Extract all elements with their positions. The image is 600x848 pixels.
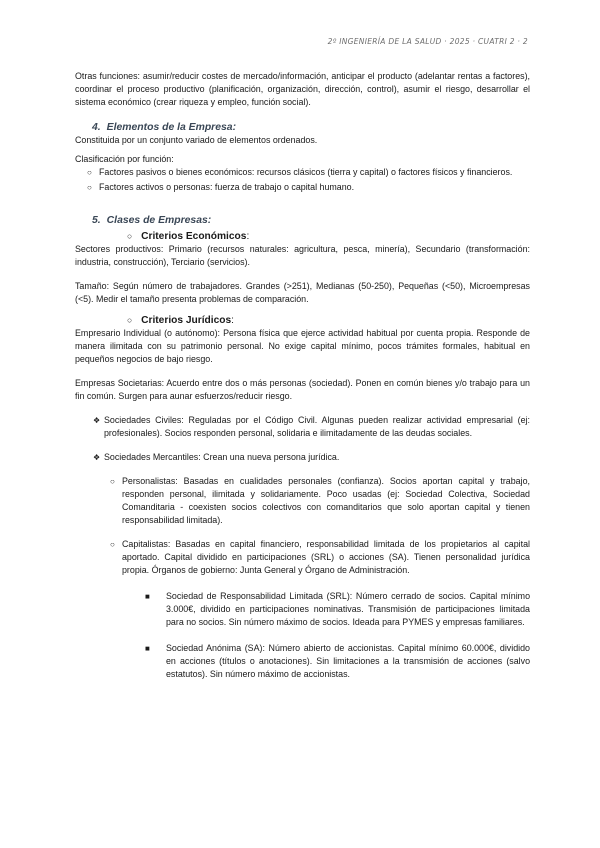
section-5-number: 5. (92, 215, 101, 226)
list-item: ○ Factores activos o personas: fuerza de trabajo o capital humano. (87, 182, 355, 192)
capitalist-item: ○ Capitalistas: Basadas en capital financiero, responsabilidad limitada de los propietarios al capital aportado. Capital dividido en participaciones (SRL) o acciones (SA). Tienen personalidad jurídica propia. Órganos de gobierno: Junta General y Órgano de Administración. (110, 539, 530, 575)
document-body (75, 70, 530, 681)
diamond-bullet-icon: ❖ (93, 416, 101, 425)
page-header: 2º INGENIERÍA DE LA SALUD · 2025 · CUATRI 2 · 2 (327, 37, 528, 46)
section-4-number: 4. (92, 122, 101, 133)
circle-bullet-icon: ○ (87, 183, 92, 192)
factors-list (75, 166, 530, 194)
circle-bullet-icon: ○ (127, 231, 133, 241)
productive-sectors-paragraph: Sectores productivos: Primario (recursos naturales: agricultura, pesca, minería), Secundario (transformación: industria, construcción), Terciario (servicios). (75, 244, 530, 267)
circle-bullet-icon: ○ (87, 168, 92, 177)
personalist-item: ○ Personalistas: Basadas en cualidades personales (confianza). Socios aportan capital y trabajo, responden personal, ilimitada y solidariamente. Poco usadas (ej: Sociedad Colectiva, Sociedad Comanditaria - coexisten socios colectivos con comanditarios que solo aportan capital y tienen responsabilidad limitada). (110, 476, 530, 525)
legal-criteria-heading: ○ Criterios Jurídicos: (127, 315, 235, 326)
section-5-title-text: Clases de Empresas: (106, 215, 212, 226)
classification-label: Clasificación por función: (75, 154, 174, 164)
diamond-bullet-icon: ❖ (93, 453, 101, 462)
economic-criteria-heading: ○ Criterios Económicos: (127, 231, 250, 242)
intro-paragraph: Otras funciones: asumir/reducir costes de mercado/información, anticipar el producto (adelantar rentas a factores), coordinar el proceso productivo (planificación, organización, dirección, control), asumir el riesgo, desarrollar el sistema económico (crear riqueza y empleo, función social). (75, 71, 530, 107)
civil-societies-item: ❖ Sociedades Civiles: Reguladas por el Código Civil. Algunas pueden realizar actividad empresarial (ej: profesionales). Socios responden personal, solidaria e ilimitadamente de las deudas sociales. (93, 415, 530, 438)
square-bullet-icon: ■ (145, 644, 150, 653)
srl-item: ■ Sociedad de Responsabilidad Limitada (SRL): Número cerrado de socios. Capital mínimo 3.000€, dividido en participaciones nominativas. Transmisión de participaciones limitada para no socios. Sin número máximo de socios. Ideada para PYMES y empresas familiares. (145, 591, 530, 627)
section-5-title (92, 214, 530, 227)
list-item: ○ Factores pasivos o bienes económicos: recursos clásicos (tierra y capital) o factores físicos y financieros. (87, 167, 513, 177)
section-4-definition: Constituida por un conjunto variado de elementos ordenados. (75, 135, 318, 145)
sa-item: ■ Sociedad Anónima (SA): Número abierto de accionistas. Capital mínimo 60.000€, dividido en acciones (títulos o anotaciones). Sin limitaciones a la transmisión de acciones (salvo estatutos). Sin número máximo de accionistas. (145, 643, 530, 679)
section-4-title-text: Elementos de la Empresa: (106, 122, 237, 133)
size-paragraph: Tamaño: Según número de trabajadores. Grandes (>251), Medianas (50-250), Pequeñas (<50), Microempresas (<5). Medir el tamaño presenta problemas de comparación. (75, 281, 530, 304)
individual-entrepreneur-paragraph: Empresario Individual (o autónomo): Persona física que ejerce actividad habitual por cuenta propia. Responde de manera ilimitada con su patrimonio personal. No exige capital mínimo, pocos trámites formales, habitual en pequeños negocios de bajo riesgo. (75, 328, 530, 364)
circle-bullet-icon: ○ (110, 540, 115, 549)
section-4-title (92, 121, 530, 134)
mercantile-societies-item: ❖ Sociedades Mercantiles: Crean una nueva persona jurídica. (93, 452, 340, 462)
circle-bullet-icon: ○ (127, 315, 133, 325)
square-bullet-icon: ■ (145, 592, 150, 601)
circle-bullet-icon: ○ (110, 477, 115, 486)
corporate-companies-paragraph: Empresas Societarias: Acuerdo entre dos o más personas (sociedad). Ponen en común bienes y/o trabajo para un fin común. Surgen para aunar esfuerzos/reducir riesgo. (75, 378, 530, 401)
